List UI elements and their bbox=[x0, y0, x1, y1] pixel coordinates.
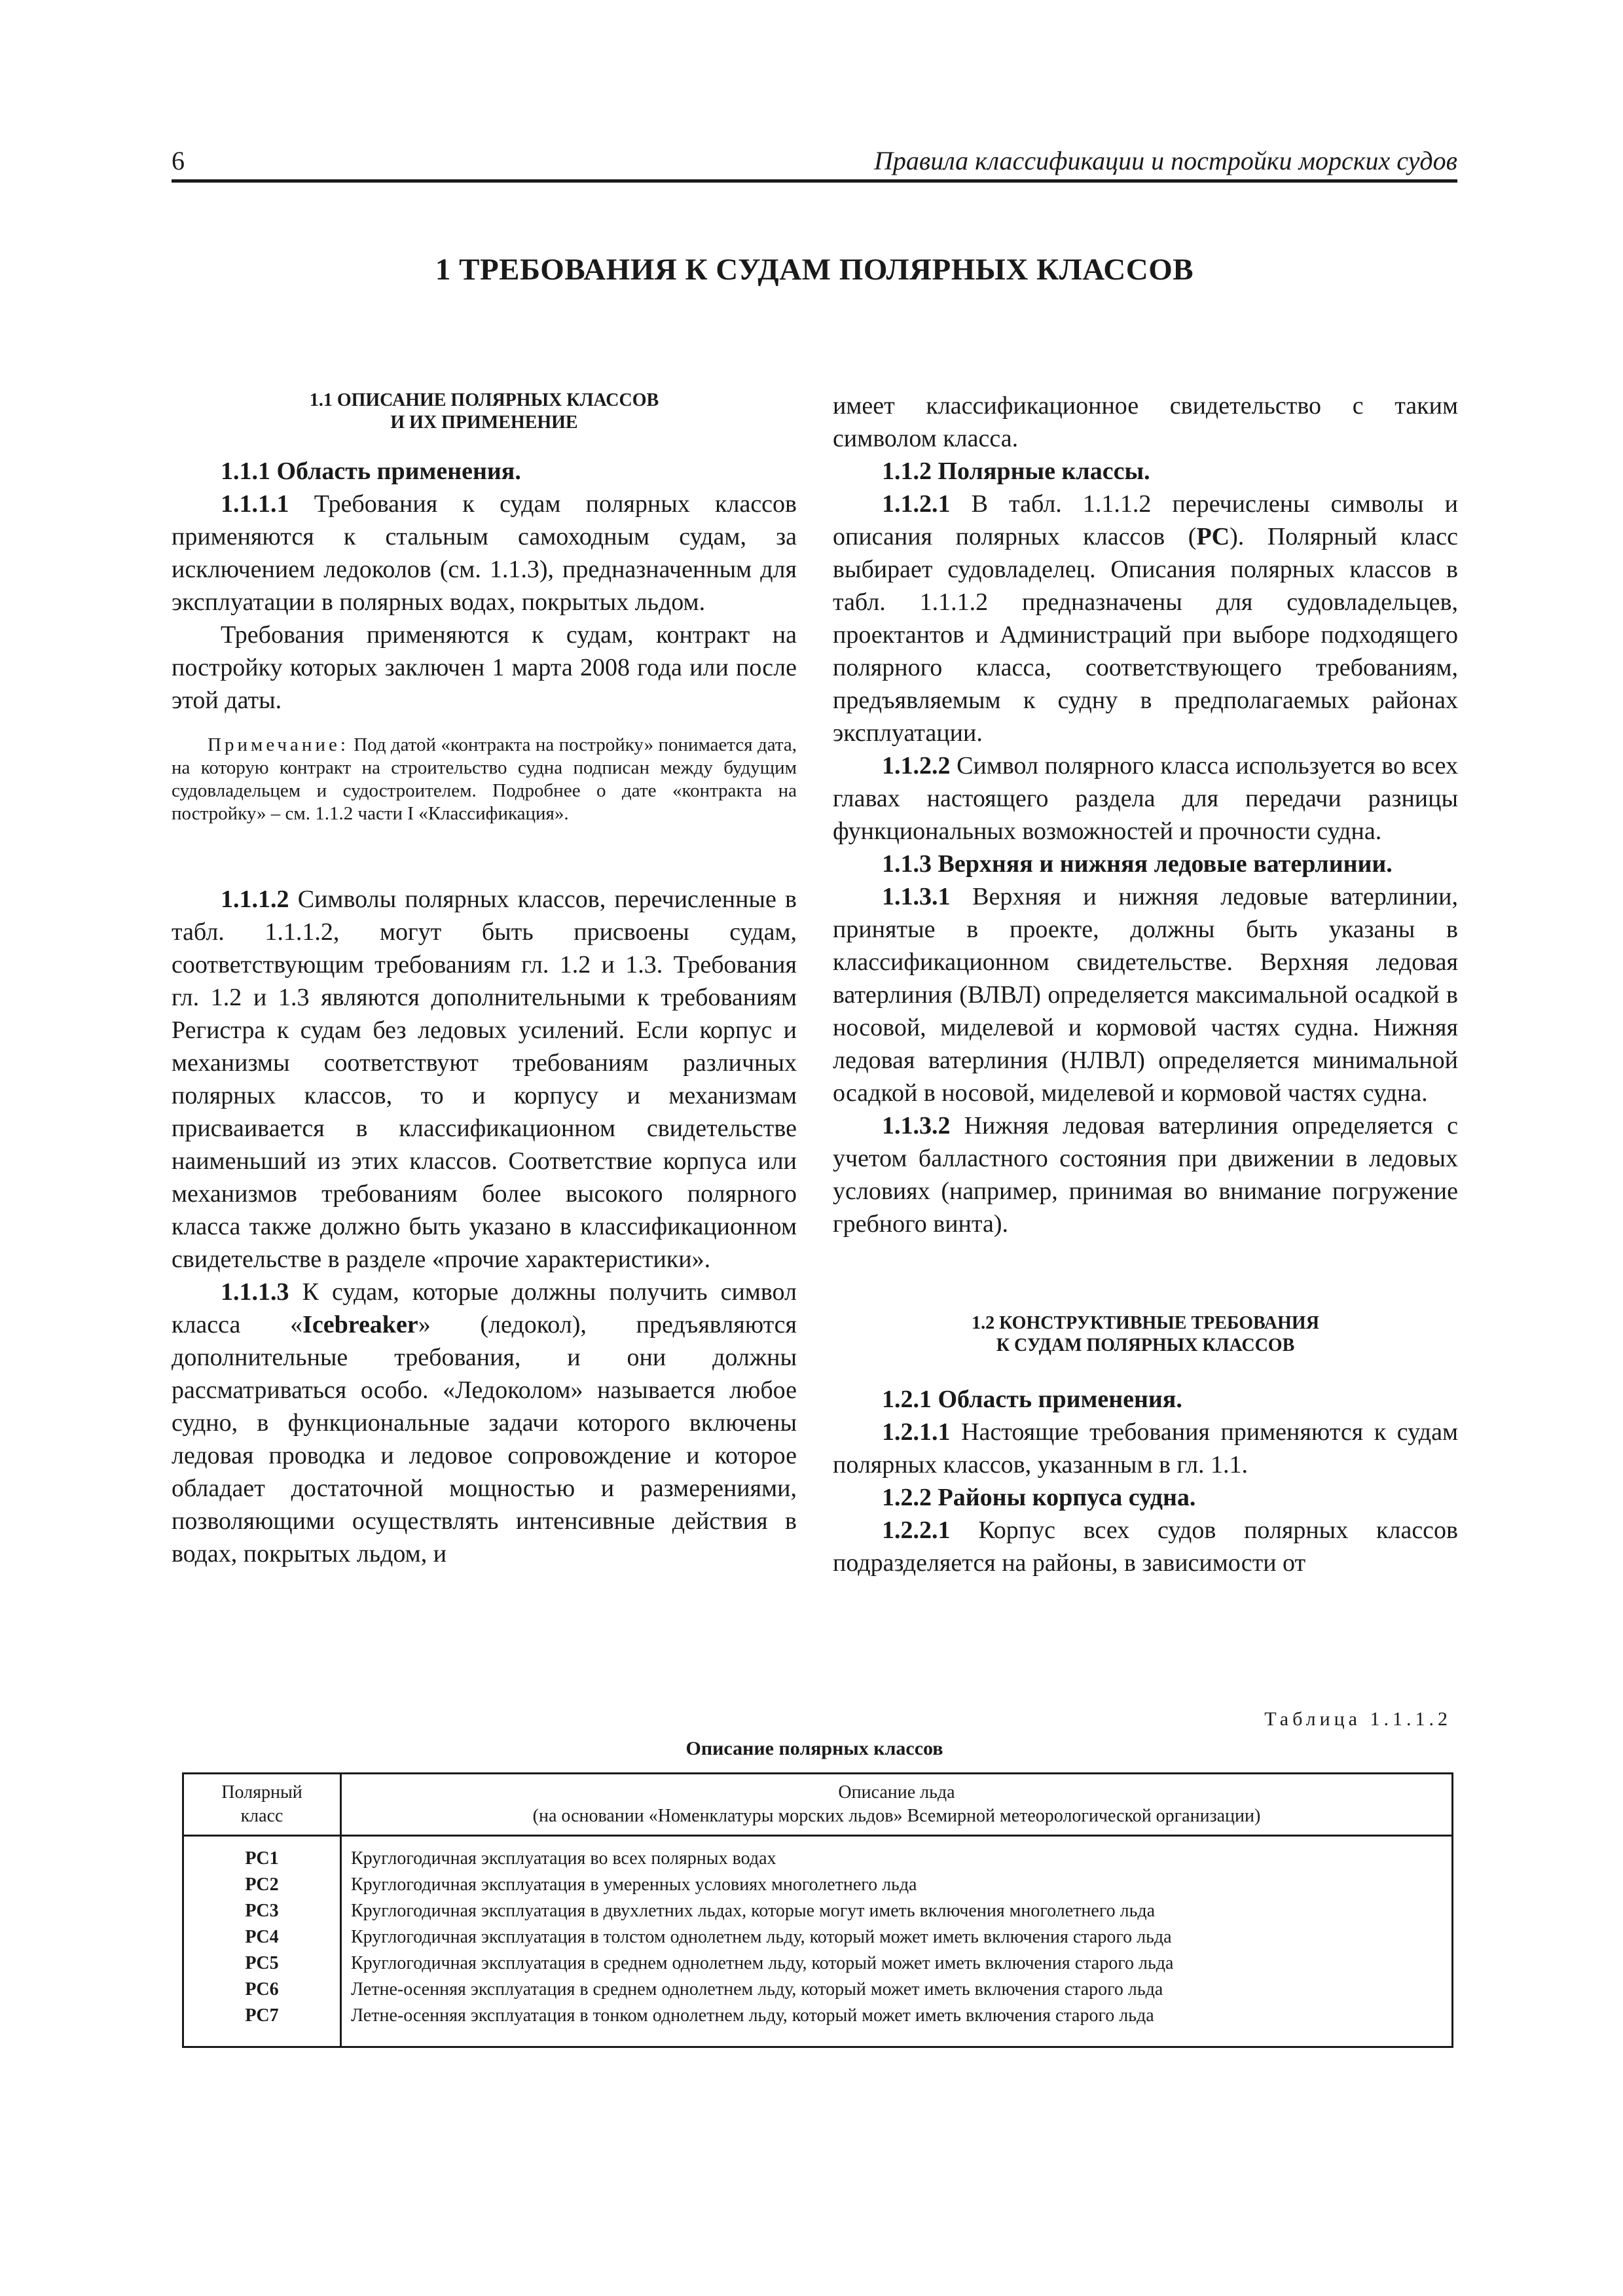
pc-symbol: PC bbox=[1196, 523, 1230, 550]
paragraph-text: ). Полярный класс выбирает судовладелец. Описания полярных классов в табл. 1.1.1.2 предназначены для судовладельцев, проектантов и Администраций при выборе подходящего полярного класса, соответствующего требованиям, предъявляемым к судну в предполагаемых районах эксплуатации. bbox=[833, 523, 1458, 747]
heading-1-1-3: 1.1.3 Верхняя и нижняя ледовые ватерлинии. bbox=[882, 850, 1393, 878]
heading-1-1-1: 1.1.1 Область применения. bbox=[221, 457, 521, 485]
paragraph-text: Требования к судам полярных классов применяются к стальным самоходным судам, за исключением ледоколов (см. 1.1.3), предназначенным для эксплуатации в полярных водах, покрытых льдом. bbox=[172, 490, 797, 616]
clause-number: 1.1.3.1 bbox=[882, 883, 951, 910]
clause-number: 1.2.2.1 bbox=[882, 1516, 951, 1544]
paragraph-1-1-2-1 bbox=[833, 488, 1458, 749]
header-line: Описание льда bbox=[838, 1782, 955, 1803]
clause-number: 1.2.1.1 bbox=[882, 1418, 951, 1446]
section-title-line: 1.2 КОНСТРУКТИВНЫЕ ТРЕБОВАНИЯ bbox=[972, 1313, 1319, 1333]
paragraph-text: Верхняя и нижняя ледовые ватерлинии, принятые в проекте, должны быть указаны в классификационном свидетельстве. Верхняя ледовая ватерлиния (ВЛВЛ) определяется максимальной осадкой в носовой, миделевой и кормовой частях судна. Нижняя ледовая ватерлиния (НЛВЛ) определяется минимальной осадкой в носовой, миделевой и кормовой частях судна. bbox=[833, 883, 1458, 1107]
paragraph-1-2-1-1 bbox=[833, 1416, 1458, 1481]
clause-number: 1.1.1.1 bbox=[221, 490, 289, 518]
paragraph-text: Нижняя ледовая ватерлиния определяется с учетом балластного состояния при движении в ледовых условиях (например, принимая во внимание погружение гребного винта). bbox=[833, 1112, 1458, 1238]
paragraph-text: К судам, которые должны получить символ класса « bbox=[172, 1278, 797, 1338]
polar-class-cell: PC5 bbox=[183, 1950, 341, 1977]
paragraph-1-1-1-2 bbox=[172, 883, 797, 1276]
section-title-line: 1.1 ОПИСАНИЕ ПОЛЯРНЫХ КЛАССОВ bbox=[309, 390, 659, 410]
table-row bbox=[183, 2003, 1453, 2047]
paragraph-1-1-1-1 bbox=[172, 488, 797, 619]
clause-number: 1.1.2.2 bbox=[882, 752, 951, 780]
table-row bbox=[183, 1924, 1453, 1950]
section-title-line: К СУДАМ ПОЛЯРНЫХ КЛАССОВ bbox=[996, 1335, 1295, 1355]
paragraph-text: Настоящие требования применяются к судам полярных классов, указанным в гл. 1.1. bbox=[833, 1418, 1458, 1479]
polar-class-cell: PC1 bbox=[183, 1836, 341, 1873]
header-line: (на основании «Номенклатуры морских льдов» Всемирной метеорологической организации) bbox=[532, 1806, 1261, 1826]
paragraph-text: Символы полярных классов, перечисленные в табл. 1.1.1.2, могут быть присвоены судам, соответствующим требованиям гл. 1.2 и 1.3. Требования гл. 1.2 и 1.3 являются дополнительными к требованиям Регистра к судам без ледовых усилений. Если корпус и механизмы соответствуют требованиям различных полярных классов, то и корпусу и механизмам присваивается в классификационном свидетельстве наименьший из этих классов. Соответствие корпуса или механизмов требованиям более высокого полярного класса также должно быть указано в классификационном свидетельстве в разделе «прочие характеристики». bbox=[172, 886, 797, 1273]
description-cell: Летне-осенняя эксплуатация в среднем однолетнем льду, который может иметь включения старого льда bbox=[341, 1977, 1453, 2003]
paragraph-1-1-3-2 bbox=[833, 1109, 1458, 1240]
header-line: класс bbox=[240, 1806, 283, 1826]
polar-class-cell: PC6 bbox=[183, 1977, 341, 2003]
clause-number: 1.1.2.1 bbox=[882, 490, 951, 518]
section-title-line: И ИХ ПРИМЕНЕНИЕ bbox=[390, 412, 578, 433]
table-row bbox=[183, 1950, 1453, 1977]
icebreaker-symbol: Icebreaker bbox=[302, 1311, 418, 1338]
paragraph-text: » (ледокол), предъявляются дополнительные требования, и они должны рассматриваться особо. «Ледоколом» называется любое судно, в функциональные задачи которого включены ледовая проводка и ледовое сопровождение и которое обладает достаточной мощностью и размерениями, позволяющими осуществлять интенсивные действия в водах, покрытых льдом, и bbox=[172, 1311, 797, 1568]
paragraph-1-1-3-1 bbox=[833, 880, 1458, 1109]
description-cell: Круглогодичная эксплуатация в среднем однолетнем льду, который может иметь включения старого льда bbox=[341, 1950, 1453, 1977]
left-column bbox=[172, 389, 797, 1570]
column-header-polar-class bbox=[183, 1774, 341, 1836]
note-text: Под датой «контракта на постройку» понимается дата, на которую контракт на строительство судна подписан между будущим судовладельцем и судостроителем. Подробнее о дате «контракта на постройку» – см. 1.1.2 части I «Классификация». bbox=[172, 734, 797, 824]
polar-class-cell: PC3 bbox=[183, 1898, 341, 1924]
table-row bbox=[183, 1977, 1453, 2003]
description-cell: Круглогодичная эксплуатация во всех полярных водах bbox=[341, 1836, 1453, 1873]
header-line: Полярный bbox=[221, 1782, 302, 1803]
table-row bbox=[183, 1898, 1453, 1924]
paragraph-1-1-2-2 bbox=[833, 749, 1458, 848]
heading-1-2-2: 1.2.2 Районы корпуса судна. bbox=[882, 1484, 1196, 1511]
table-row bbox=[183, 1836, 1453, 1873]
table-row bbox=[183, 1872, 1453, 1898]
column-header-ice-description bbox=[341, 1774, 1453, 1836]
page-number: 6 bbox=[172, 146, 185, 175]
description-cell: Летне-осенняя эксплуатация в тонком однолетнем льду, который может иметь включения старого льда bbox=[341, 2003, 1453, 2047]
paragraph-text: Символ полярного класса используется во всех главах настоящего раздела для передачи разницы функциональных возможностей и прочности судна. bbox=[833, 752, 1458, 845]
clause-number: 1.1.3.2 bbox=[882, 1112, 951, 1139]
chapter-title: 1 ТРЕБОВАНИЯ К СУДАМ ПОЛЯРНЫХ КЛАССОВ bbox=[435, 253, 1194, 287]
polar-class-cell: PC4 bbox=[183, 1924, 341, 1950]
section-1-2-title bbox=[833, 1312, 1458, 1357]
polar-class-cell: PC7 bbox=[183, 2003, 341, 2047]
paragraph-text: Корпус всех судов полярных классов подразделяется на районы, в зависимости от bbox=[833, 1516, 1458, 1577]
paragraph-text: В табл. 1.1.1.2 перечислены символы и описания полярных классов ( bbox=[833, 490, 1458, 550]
paragraph-1-2-2-1 bbox=[833, 1514, 1458, 1579]
table-label: Таблица 1.1.1.2 bbox=[1264, 1708, 1451, 1730]
clause-number: 1.1.1.3 bbox=[221, 1278, 289, 1306]
description-cell: Круглогодичная эксплуатация в умеренных условиях многолетнего льда bbox=[341, 1872, 1453, 1898]
heading-1-2-1: 1.2.1 Область применения. bbox=[882, 1386, 1182, 1413]
paragraph-requirements-date: Требования применяются к судам, контракт на постройку которых заключен 1 марта 2008 года или после этой даты. bbox=[172, 621, 797, 714]
polar-class-cell: PC2 bbox=[183, 1872, 341, 1898]
running-title: Правила классификации и постройки морских судов bbox=[873, 146, 1457, 175]
description-cell: Круглогодичная эксплуатация в толстом однолетнем льду, который может иметь включения старого льда bbox=[341, 1924, 1453, 1950]
paragraph-continuation: имеет классификационное свидетельство с таким символом класса. bbox=[833, 392, 1458, 452]
heading-1-1-2: 1.1.2 Полярные классы. bbox=[882, 457, 1150, 485]
paragraph-1-1-1-3 bbox=[172, 1276, 797, 1570]
section-1-1-title bbox=[172, 389, 797, 434]
page-header bbox=[172, 145, 1457, 183]
table-header-row bbox=[183, 1774, 1453, 1836]
polar-classes-table bbox=[182, 1772, 1453, 2048]
clause-number: 1.1.1.2 bbox=[221, 886, 289, 913]
table-title: Описание полярных классов bbox=[685, 1738, 943, 1759]
note-label: Примечание: bbox=[208, 734, 349, 755]
note bbox=[172, 734, 797, 825]
description-cell: Круглогодичная эксплуатация в двухлетних льдах, которые могут иметь включения многолетнего льда bbox=[341, 1898, 1453, 1924]
right-column bbox=[833, 389, 1458, 1579]
